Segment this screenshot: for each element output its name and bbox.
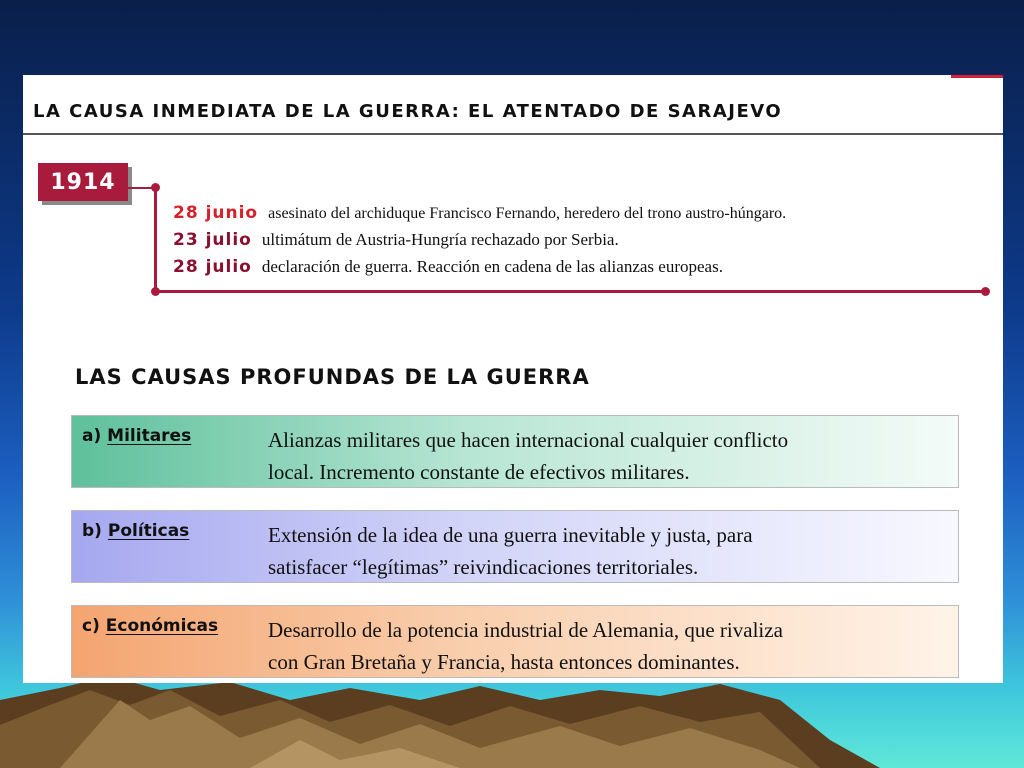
timeline-baseline: [154, 290, 988, 293]
cause-line: satisfacer “legítimas” reivindicaciones territoriales.: [268, 555, 699, 579]
cause-name: Militares: [107, 426, 192, 446]
cause-letter: c): [82, 616, 100, 636]
cause-line: con Gran Bretaña y Francia, hasta entonces dominantes.: [268, 650, 740, 674]
cause-line: Extensión de la idea de una guerra inevitable y justa, para: [268, 523, 753, 547]
title-divider: [23, 133, 1003, 135]
corner-accent: [951, 75, 1003, 78]
cause-label: [72, 511, 268, 541]
cause-politicas: [71, 510, 959, 583]
timeline-event: [173, 257, 786, 284]
cause-label: [72, 606, 268, 636]
event-text: asesinato del archiduque Francisco Fernando, heredero del trono austro-húngaro.: [268, 205, 787, 222]
cause-letter: a): [82, 426, 102, 446]
cause-label: [72, 416, 268, 446]
cause-militares: [71, 415, 959, 488]
cause-letter: b): [82, 521, 102, 541]
slide-panel: [23, 75, 1003, 683]
timeline-events: [173, 203, 786, 284]
cause-name: Económicas: [105, 616, 219, 636]
cause-line: Desarrollo de la potencia industrial de Alemania, que rivaliza: [268, 618, 783, 642]
event-date: 28 junio: [173, 203, 259, 223]
event-text: declaración de guerra. Reacción en cadena de las alianzas europeas.: [261, 257, 723, 276]
cause-description: [268, 416, 788, 488]
year-badge: 1914: [38, 163, 128, 201]
timeline-dot: [151, 287, 160, 296]
cause-name: Políticas: [107, 521, 190, 541]
event-date: 23 julio: [173, 230, 252, 250]
page-title: LA CAUSA INMEDIATA DE LA GUERRA: EL ATENTADO DE SARAJEVO: [33, 101, 783, 122]
event-text: ultimátum de Austria-Hungría rechazado por Serbia.: [261, 230, 619, 249]
timeline-event: [173, 203, 786, 230]
event-date: 28 julio: [173, 257, 252, 277]
cause-line: Alianzas militares que hacen internacional cualquier conflicto: [268, 428, 789, 452]
cause-description: [268, 511, 753, 583]
timeline-dot: [981, 287, 990, 296]
timeline-vertical: [154, 187, 157, 291]
cause-economicas: [71, 605, 959, 678]
timeline-event: [173, 230, 786, 257]
section-title: LAS CAUSAS PROFUNDAS DE LA GUERRA: [75, 365, 590, 389]
cause-line: local. Incremento constante de efectivos militares.: [268, 460, 690, 484]
cause-description: [268, 606, 783, 678]
